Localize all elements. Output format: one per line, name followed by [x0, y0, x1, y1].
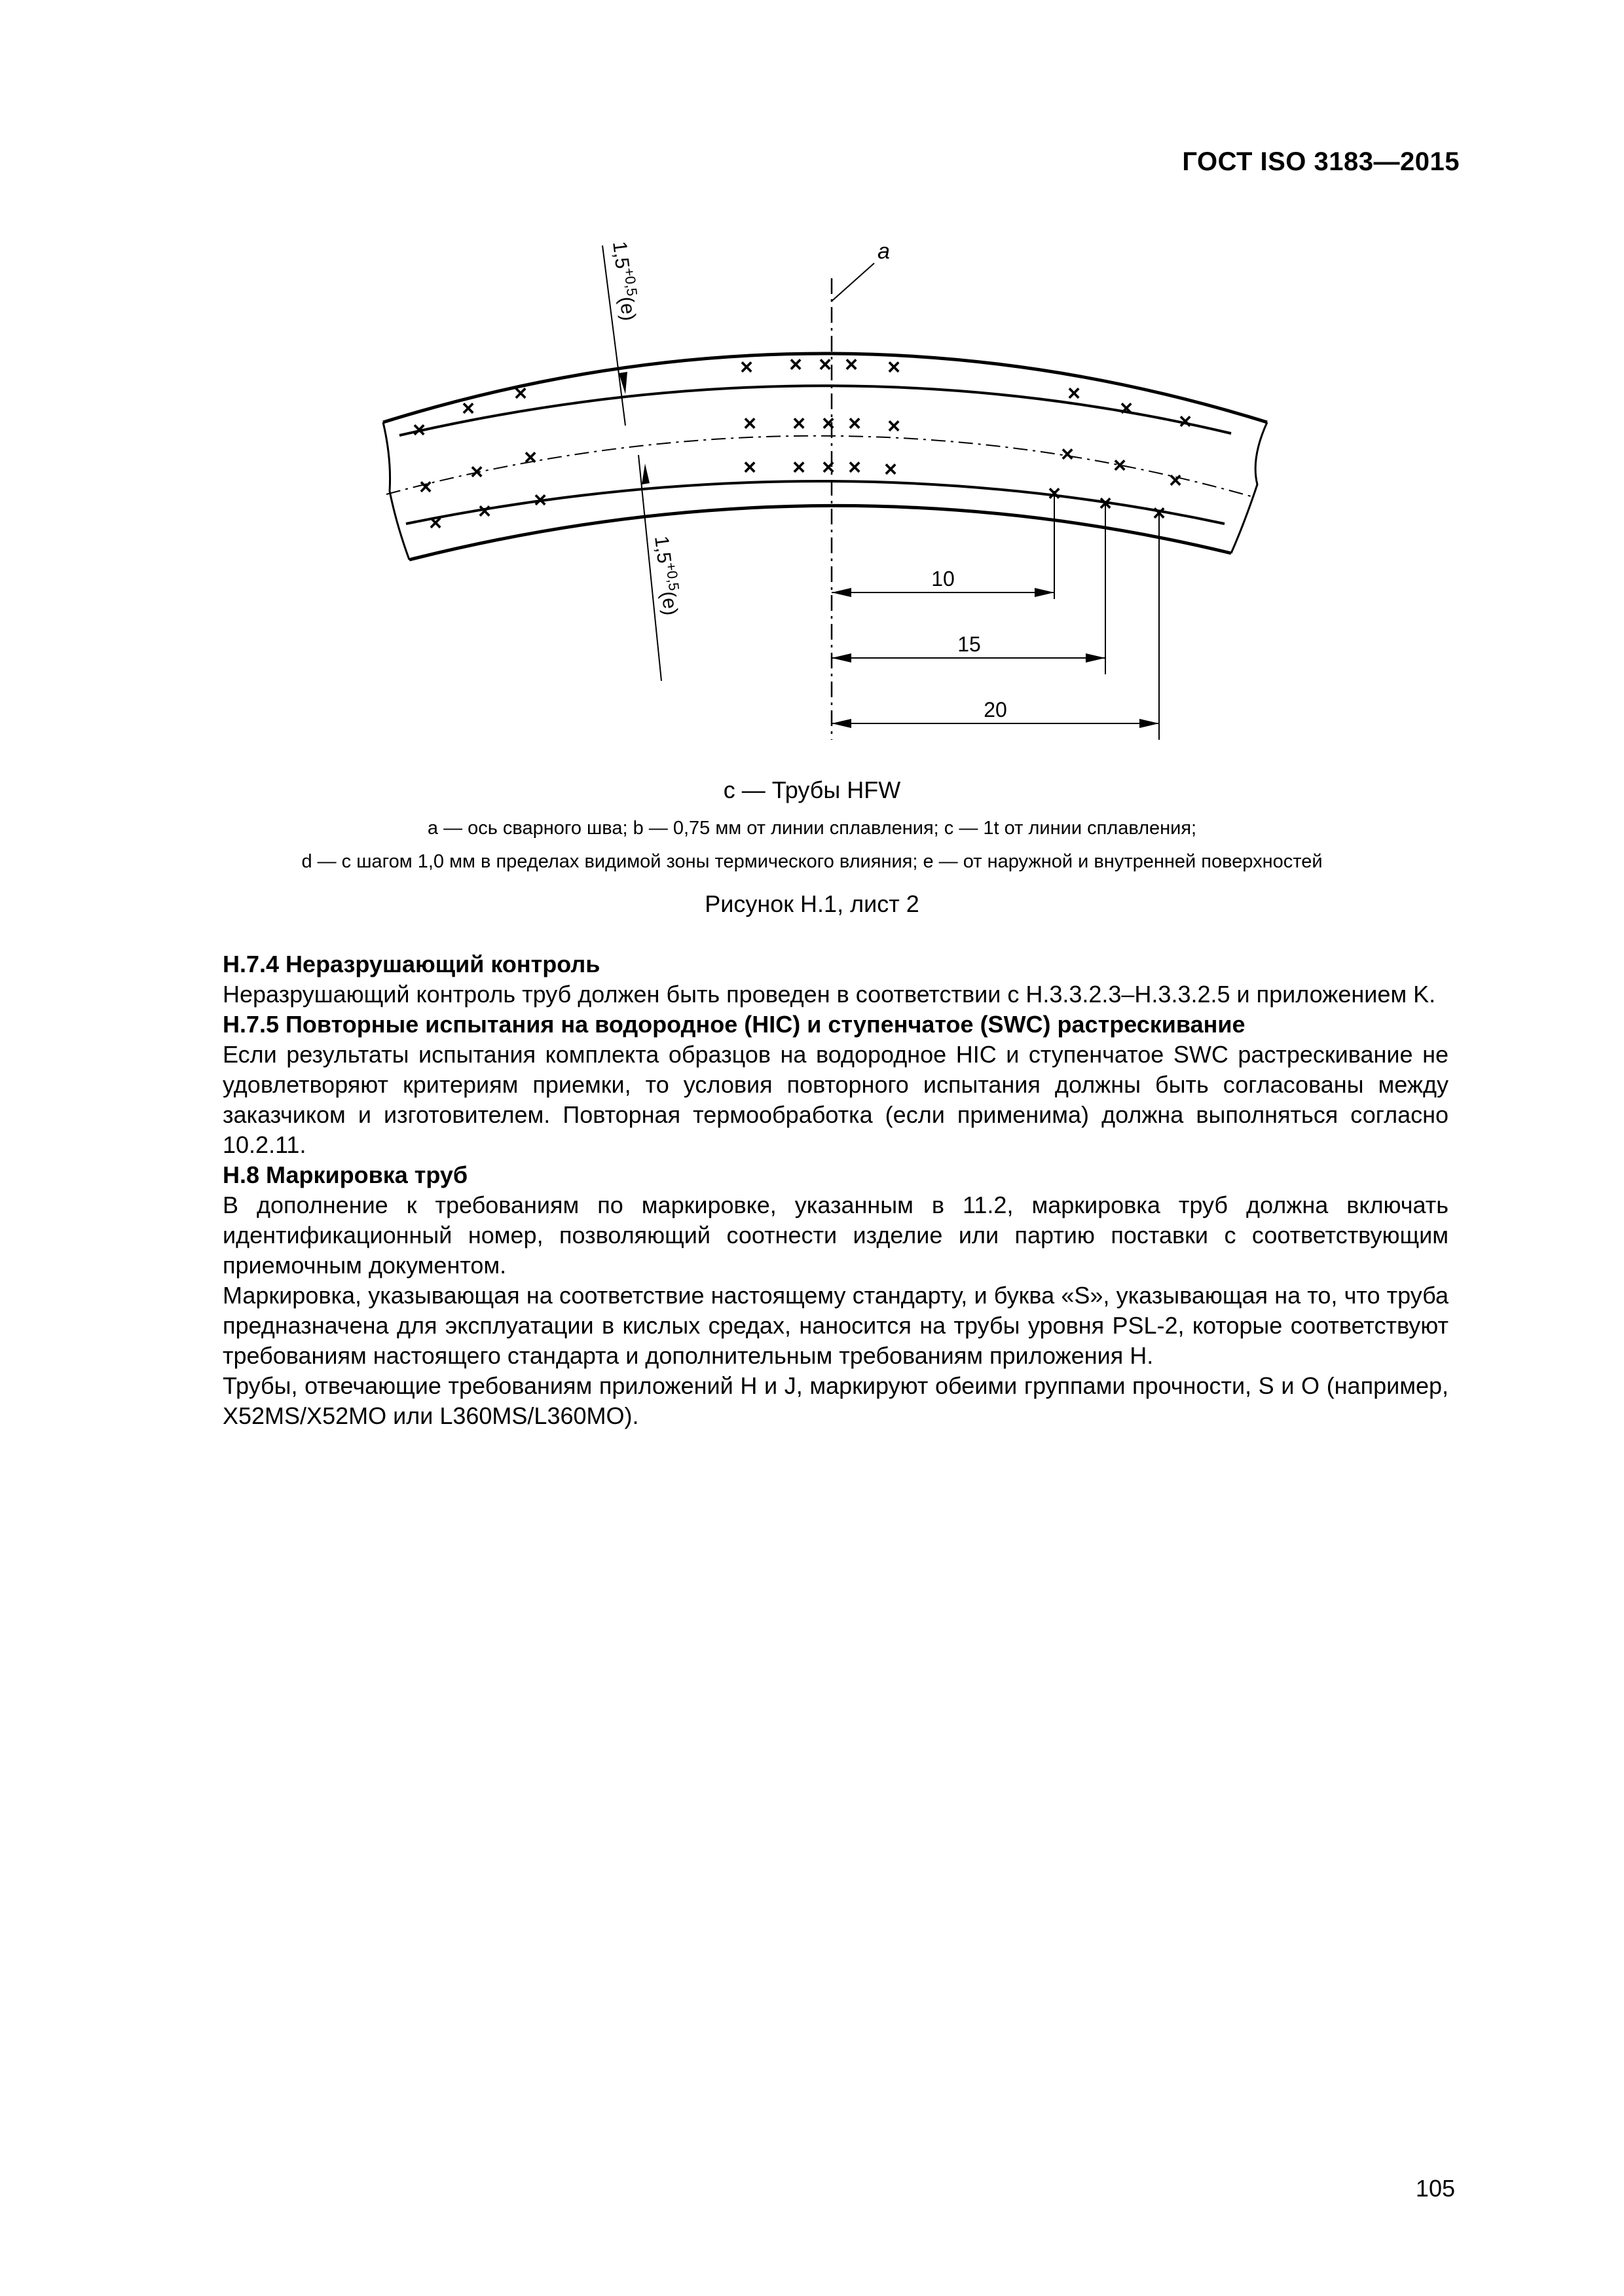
- top-dimension-value: $1,5^{+0,5}(e)$: [608, 240, 641, 322]
- svg-text:×: ×: [478, 499, 491, 524]
- svg-text:×: ×: [470, 460, 483, 484]
- figure-legend-line-2: d — с шагом 1,0 мм в пределах видимой зоны термического влияния; e — от наружной и внутренней поверхностей: [301, 851, 1323, 872]
- section-h75-text: Если результаты испытания комплекта образцов на водородное HIC и ступенчатое SWC растрескивание не удовлетворяют критериям приемки, то условия повторного испытания должны быть согласованы между заказчиком и изготовителем. Повторная термообработка (если применима) должна выполняться согласно 10.2.11.: [223, 1041, 1449, 1158]
- section-h8-paragraph-1: В дополнение к требованиям по маркировке, указанным в 11.2, маркировка труб должна включать идентификационный номер, позволяющий соотнести изделие или партию поставки с соответствующим приемочным документом.: [223, 1192, 1449, 1279]
- svg-text:×: ×: [1113, 453, 1126, 478]
- svg-text:×: ×: [792, 455, 805, 480]
- indentation-marks: [413, 352, 1192, 536]
- svg-text:×: ×: [822, 411, 835, 436]
- svg-text:×: ×: [1099, 491, 1112, 516]
- svg-text:×: ×: [822, 455, 835, 480]
- svg-text:×: ×: [1067, 381, 1080, 406]
- svg-text:×: ×: [1061, 442, 1074, 467]
- svg-text:×: ×: [1120, 396, 1133, 421]
- svg-text:×: ×: [884, 457, 897, 482]
- svg-text:×: ×: [740, 355, 753, 380]
- document-code: ГОСТ ISO 3183—2015: [1182, 147, 1460, 176]
- svg-text:×: ×: [743, 455, 756, 480]
- section-h8-paragraph-3: Трубы, отвечающие требованиям приложений H и J, маркируют обеими группами прочности, S и O (например, X52MS/X52MO или L360MS/L360MO).: [223, 1372, 1449, 1429]
- body-text: [223, 949, 1449, 1431]
- figure-drawing: [367, 223, 1270, 746]
- right-break-line: [1231, 422, 1267, 553]
- bottom-dimension-value: $1,5^{+0,5}(e)$: [650, 534, 683, 617]
- dimension-20-label: 20: [984, 698, 1007, 721]
- svg-text:×: ×: [1169, 468, 1182, 493]
- dimension-15-label: 15: [957, 632, 981, 656]
- svg-text:×: ×: [789, 352, 802, 377]
- svg-text:×: ×: [792, 411, 805, 436]
- weld-hardness-figure: [367, 223, 1270, 746]
- svg-text:×: ×: [887, 414, 900, 439]
- weld-axis-leader: [832, 263, 874, 301]
- figure-title: Рисунок H.1, лист 2: [705, 890, 919, 917]
- svg-text:×: ×: [419, 475, 432, 500]
- section-h8-heading: H.8 Маркировка труб: [223, 1161, 468, 1188]
- figure-legend-line-1: a — ось сварного шва; b — 0,75 мм от линии сплавления; c — 1t от линии сплавления;: [427, 818, 1197, 839]
- svg-text:×: ×: [887, 355, 900, 380]
- svg-text:×: ×: [1153, 501, 1166, 526]
- svg-text:×: ×: [1048, 481, 1061, 506]
- section-h8-paragraph-2: Маркировка, указывающая на соответствие настоящему стандарту, и буква «S», указывающая на то, что труба предназначена для эксплуатации в кислых средах, наносится на трубы уровня PSL-2, которые соответствуют требованиям настоящего стандарта и дополнительным требованиям приложения H.: [223, 1282, 1449, 1369]
- svg-text:×: ×: [848, 455, 861, 480]
- svg-text:×: ×: [429, 511, 442, 536]
- svg-text:×: ×: [462, 396, 475, 421]
- dimension-10-label: 10: [931, 567, 955, 591]
- page-number: 105: [1415, 2175, 1455, 2202]
- svg-text:×: ×: [1179, 409, 1192, 434]
- svg-text:×: ×: [514, 381, 527, 406]
- svg-text:×: ×: [845, 352, 858, 377]
- svg-text:×: ×: [534, 488, 547, 513]
- figure-subtitle: c — Трубы HFW: [723, 776, 901, 803]
- svg-text:×: ×: [743, 411, 756, 436]
- section-h74-heading: H.7.4 Неразрушающий контроль: [223, 951, 600, 977]
- section-h75-heading: H.7.5 Повторные испытания на водородное (HIC) и ступенчатое (SWC) растрескивание: [223, 1011, 1246, 1038]
- svg-text:×: ×: [413, 418, 426, 443]
- weld-axis-label: a: [877, 239, 890, 264]
- section-h74-text: Неразрушающий контроль труб должен быть проведен в соответствии с H.3.3.2.3–H.3.3.2.5 и приложением K.: [223, 981, 1436, 1008]
- svg-text:×: ×: [848, 411, 861, 436]
- svg-text:×: ×: [524, 445, 537, 470]
- svg-text:×: ×: [819, 352, 832, 377]
